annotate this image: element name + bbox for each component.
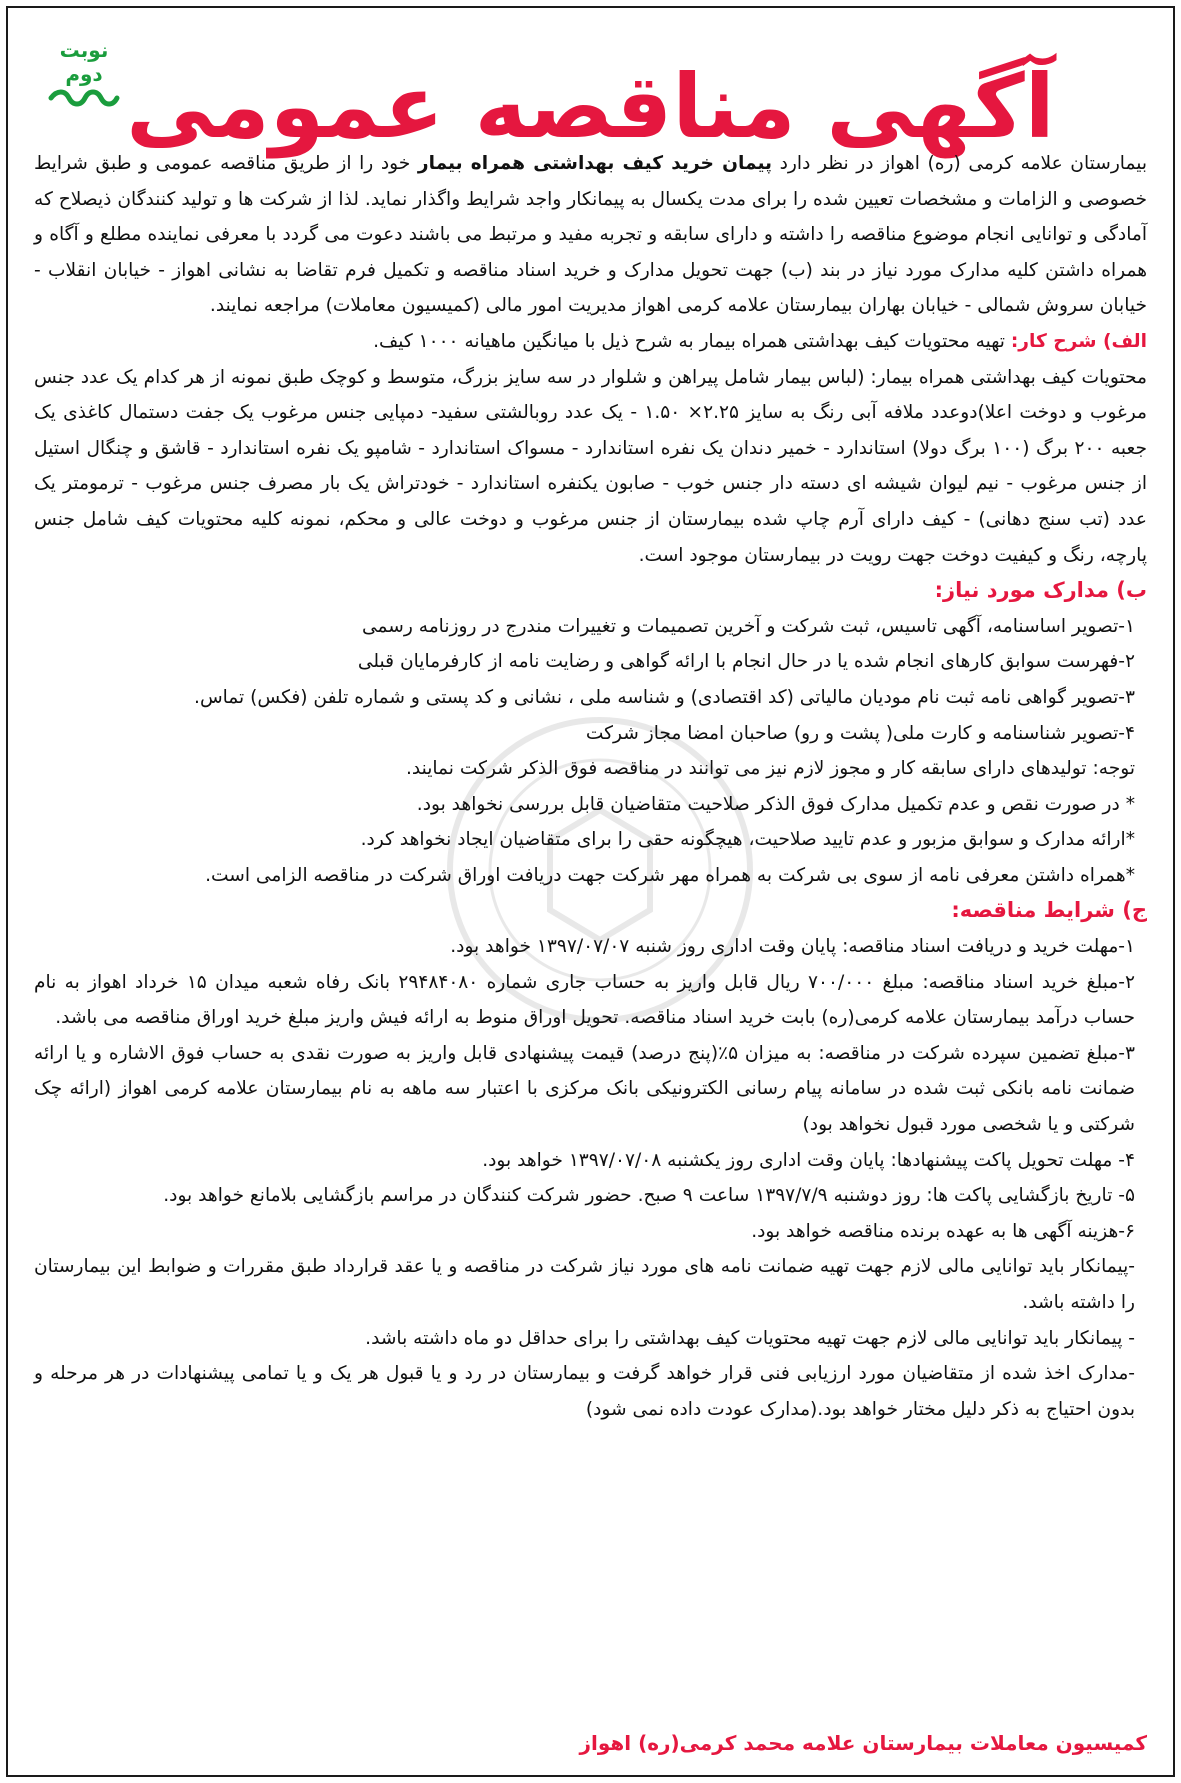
list-item: -پیمانکار باید توانایی مالی لازم جهت تهیه ضمانت نامه های مورد نیاز شرکت در مناقصه و یا عقد قرارداد طبق مقررات و ضوابط این بیمارستان را داشته باشد. <box>34 1256 1135 1313</box>
signature-footer: کمیسیون معاملات بیمارستان علامه محمد کرمی(ره) اهواز <box>579 1731 1147 1755</box>
list-item: *ارائه مدارک و سوابق مزبور و عدم تایید صلاحیت، هیچگونه حقی را برای متقاضیان ایجاد نخواهد کرد. <box>360 829 1135 851</box>
section-b-heading: ب) مدارک مورد نیاز: <box>934 578 1147 603</box>
notice-body <box>34 146 1147 1427</box>
list-item: ۴-تصویر شناسنامه و کارت ملی( پشت و رو) صاحبان امضا مجاز شرکت <box>585 722 1135 744</box>
list-item: ۱-تصویر اساسنامه، آگهی تاسیس، ثبت شرکت و آخرین تصمیمات و تغییرات مندرج در روزنامه رسمی <box>362 615 1135 637</box>
section-c-heading: ج) شرایط مناقصه: <box>951 898 1147 923</box>
list-item: توجه: تولیدهای دارای سابقه کار و مجوز لازم نیز می توانند در مناقصه فوق الذکر شرکت نمایند. <box>405 758 1135 780</box>
list-item: * در صورت نقص و عدم تکمیل مدارک فوق الذکر صلاحیت متقاضیان قابل بررسی نخواهد بود. <box>416 793 1135 815</box>
list-item: ۲-فهرست سوابق کارهای انجام شده یا در حال انجام با ارائه گواهی و رضایت نامه از کارفرمایان قبلی <box>357 651 1135 673</box>
badge-label: نوبت دوم <box>59 38 109 86</box>
list-item: - پیمانکار باید توانایی مالی لازم جهت تهیه محتویات کیف بهداشتی را برای حداقل دو ماه داشته باشد. <box>365 1327 1135 1349</box>
page-title: آگهی مناقصه عمومی <box>126 55 1055 158</box>
section-a-heading: الف) شرح کار: <box>1010 330 1147 352</box>
list-item: *همراه داشتن معرفی نامه از سوی بی شرکت به همراه مهر شرکت جهت دریافت اوراق شرکت در مناقصه الزامی است. <box>205 864 1135 886</box>
list-item: ۱-مهلت خرید و دریافت اسناد مناقصه: پایان وقت اداری روز شنبه ۱۳۹۷/۰۷/۰۷ خواهد بود. <box>450 936 1135 958</box>
list-item: ۵- تاریخ بازگشایی پاکت ها: روز دوشنبه ۱۳۹۷/۷/۹ ساعت ۹ صبح. حضور شرکت کنندگان در مراسم بازگشایی بلامانع خواهد بود. <box>163 1185 1135 1207</box>
list-item: ۲-مبلغ خرید اسناد مناقصه: مبلغ ۷۰۰/۰۰۰ ریال قابل واریز به حساب جاری شماره ۲۹۴۸۴۰۸۰ بانک رفاه شعبه میدان ۱۵ خرداد اهواز به نام حساب درآمد بیمارستان علامه کرمی(ره) بابت خرید اسناد مناقصه. تحویل اوراق منوط به ارائه فیش واریز مبلغ خرید اوراق مناقصه می باشد. <box>34 971 1135 1029</box>
section-a-details: محتویات کیف بهداشتی همراه بیمار: (لباس بیمار شامل پیراهن و شلوار در سه سایز بزرگ، متوسط و کوچک طبق نمونه از هر کدام یک عدد جنس مرغوب و دوخت اعلا)دوعدد ملافه آبی رنگ به سایز ۲.۲۵× ۱.۵۰ - یک عدد روبالشتی سفید- دمپایی جنس مرغوب یک جفت دستمال کاغذی یک جعبه ۲۰۰ برگ (۱۰۰ برگ دولا) استاندارد - خمیر دندان یک نفره استاندارد - مسواک استاندارد - شامپو یک نفره استاندارد - قاشق و چنگال استیل از جنس مرغوب - نیم لیوان شیشه ای دسته دار جنس خوب - صابون یکنفره استاندارد - خودتراش یک بار مصرف جنس مرغوب - ترمومتر یک عدد (تب سنج دهانی) - کیف دارای آرم چاپ شده بیمارستان از جنس مرغوب و دوخت عالی و محکم، نمونه کلیه محتویات کیف شامل جنس پارچه، رنگ و کیفیت دوخت جهت رویت در بیمارستان موجود است. <box>34 366 1147 566</box>
section-a-line: الف) شرح کار: تهیه محتویات کیف بهداشتی همراه بیمار به شرح ذیل با میانگین ماهیانه ۱۰۰۰ کیف. <box>373 330 1147 352</box>
list-item: -مدارک اخذ شده از متقاضیان مورد ارزیابی فنی قرار خواهد گرفت و بیمارستان در رد و یا قبول هر یک و یا تمامی پیشنهادات در هر مرحله و بدون احتیاج به ذکر دلیل مختار خواهد بود.(مدارک عودت داده نمی شود) <box>34 1363 1135 1420</box>
tender-subject: پیمان خرید کیف بهداشتی همراه بیمار <box>417 153 773 174</box>
list-item: ۳-مبلغ تضمین سپرده شرکت در مناقصه: به میزان ۵٪(پنج درصد) قیمت پیشنهادی قابل واریز به صورت نقدی به حساب فوق الاشاره و یا ارائه ضمانت نامه بانکی ثبت شده در سامانه پیام رسانی الکترونیکی بانک مرکزی با اعتبار سه ماهه به نام بیمارستان علامه کرمی اهواز (ارائه چک شرکتی و یا شخصی مورد قبول نخواهد بود) <box>34 1042 1135 1136</box>
intro-paragraph: بیمارستان علامه کرمی (ره) اهواز در نظر دارد پیمان خرید کیف بهداشتی همراه بیمار خود را از طریق مناقصه عمومی و طبق شرایط خصوصی و الزامات و مشخصات تعیین شده را برای مدت یکسال به پیمانکار واجد شرایط واگذار نماید. لذا از شرکت ها و تولید کنندگان ذیصلاح که آمادگی و توانایی انجام موضوع مناقصه را داشته و دارای سابقه و تجربه مفید و مرتبط می باشند دعوت می گردد با معرفی نماینده مطلع و آگاه و همراه داشتن کلیه مدارک مورد نیاز در بند (ب) جهت تحویل مدارک و خرید اسناد مناقصه و تکمیل فرم تقاضا به نشانی اهواز - خیابان انقلاب - خیابان سروش شمالی - خیابان بهاران بیمارستان علامه کرمی اهواز مدیریت امور مالی (کمیسیون معاملات) مراجعه نمایند. <box>34 153 1147 317</box>
list-item: ۴- مهلت تحویل پاکت پیشنهادها: پایان وقت اداری روز یکشنبه ۱۳۹۷/۰۷/۰۸ خواهد بود. <box>482 1149 1135 1171</box>
list-item: ۶-هزینه آگهی ها به عهده برنده مناقصه خواهد بود. <box>751 1220 1135 1242</box>
list-item: ۳-تصویر گواهی نامه ثبت نام مودیان مالیاتی (کد اقتصادی) و شناسه ملی ، نشانی و کد پستی و شماره تلفن (فکس) تماس. <box>194 686 1135 708</box>
